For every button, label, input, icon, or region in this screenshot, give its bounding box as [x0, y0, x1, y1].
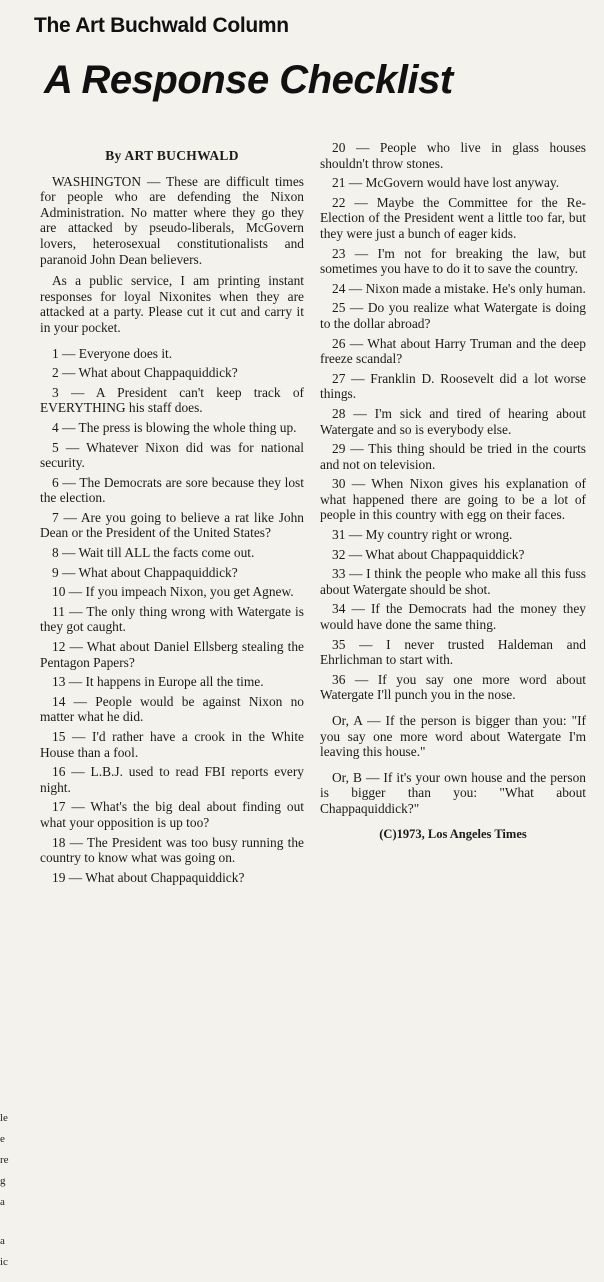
response-item: 10 — If you impeach Nixon, you get Agnew.: [52, 584, 294, 600]
response-item: 11 — The only thing wrong with Watergate is they got caught.: [40, 603, 304, 635]
gutter-fragment: a: [0, 1196, 5, 1208]
response-item: 30 — When Nixon gives his explanation of what happened there are going to be a lot of people in this country with egg on their faces.: [320, 476, 586, 523]
response-item: 28 — I'm sick and tired of hearing about Watergate and so is everybody else.: [320, 405, 586, 437]
response-item: 32 — What about Chappaquiddick?: [332, 546, 525, 562]
response-item: 5 — Whatever Nixon did was for national security.: [40, 439, 304, 471]
gutter-fragment: ic: [0, 1256, 8, 1268]
gutter-fragment: a: [0, 1235, 5, 1247]
response-item: 7 — Are you going to believe a rat like John Dean or the President of the United States?: [40, 509, 304, 541]
column-kicker: The Art Buchwald Column: [34, 14, 289, 37]
response-item: 31 — My country right or wrong.: [332, 527, 513, 543]
response-item: 26 — What about Harry Truman and the deep freeze scandal?: [320, 335, 586, 367]
response-item: 2 — What about Chappaquiddick?: [52, 365, 238, 381]
right-column: [320, 140, 586, 842]
response-item: 18 — The President was too busy running the country to know what was going on.: [40, 834, 304, 866]
response-item: 20 — People who live in glass houses shouldn't throw stones.: [320, 140, 586, 171]
alternative-response: Or, A — If the person is bigger than you: "If you say one more word about Watergate I'm leaving this house.": [320, 713, 586, 760]
response-item: 3 — A President can't keep track of EVERYTHING his staff does.: [40, 384, 304, 416]
gutter-fragments: [0, 1108, 12, 1273]
response-item: 4 — The press is blowing the whole thing up.: [52, 419, 297, 435]
response-item: 29 — This thing should be tried in the courts and not on television.: [320, 441, 586, 472]
response-item: 12 — What about Daniel Ellsberg stealing the Pentagon Papers?: [40, 639, 304, 670]
gutter-fragment: g: [0, 1175, 6, 1187]
response-item: 21 — McGovern would have lost anyway.: [332, 175, 560, 191]
gutter-fragment: e: [0, 1133, 5, 1145]
response-item: 13 — It happens in Europe all the time.: [52, 674, 264, 690]
response-item: 1 — Everyone does it.: [52, 345, 173, 361]
byline: By ART BUCHWALD: [105, 148, 239, 163]
response-item: 6 — The Democrats are sore because they lost the election.: [40, 474, 304, 506]
gutter-fragment: re: [0, 1154, 9, 1166]
headline: A Response Checklist: [44, 58, 453, 102]
alternative-response: Or, B — If it's your own house and the person is bigger than you: "What about Chappaquiddick?": [320, 769, 586, 816]
response-item: 27 — Franklin D. Roosevelt did a lot worse things.: [320, 370, 586, 402]
response-item: 15 — I'd rather have a crook in the White House than a fool.: [40, 729, 304, 760]
response-item: 25 — Do you realize what Watergate is doing to the dollar abroad?: [320, 300, 586, 331]
response-list-left: [40, 346, 304, 886]
response-item: 23 — I'm not for breaking the law, but sometimes you have to do it to save the country.: [320, 245, 586, 277]
response-item: 16 — L.B.J. used to read FBI reports every night.: [40, 764, 304, 795]
response-item: 17 — What's the big deal about finding out what your opposition is up too?: [40, 799, 304, 830]
response-item: 36 — If you say one more word about Watergate I'll punch you in the nose.: [320, 671, 586, 703]
gutter-fragment: le: [0, 1112, 8, 1124]
response-item: 9 — What about Chappaquiddick?: [52, 564, 238, 580]
response-item: 8 — Wait till ALL the facts come out.: [52, 545, 255, 561]
response-item: 19 — What about Chappaquiddick?: [52, 869, 245, 885]
response-list-right: [320, 140, 586, 703]
intro-paragraph: WASHINGTON — These are difficult times for people who are defending the Nixon Administration. No matter where they go they are attacked by pseudo-liberals, McGovern lovers, heterosexual constitutionalists and paranoid John Dean believers.: [40, 173, 304, 267]
intro-paragraph: As a public service, I am printing instant responses for loyal Nixonites when they are attacked at a party. Please cut it cut and carry it in your pocket.: [40, 273, 304, 335]
response-item: 24 — Nixon made a mistake. He's only human.: [332, 280, 586, 296]
response-item: 35 — I never trusted Haldeman and Ehrlichman to start with.: [320, 636, 586, 668]
response-item: 33 — I think the people who make all this fuss about Watergate should be shot.: [320, 566, 586, 597]
response-item: 34 — If the Democrats had the money they would have done the same thing.: [320, 601, 586, 633]
response-item: 14 — People would be against Nixon no matter what he did.: [40, 693, 304, 725]
left-column: [40, 140, 304, 889]
copyright-line: (C)1973, Los Angeles Times: [379, 826, 527, 841]
response-item: 22 — Maybe the Committee for the Re-Election of the President went a little too far, but they were just a bunch of eager kids.: [320, 194, 586, 241]
